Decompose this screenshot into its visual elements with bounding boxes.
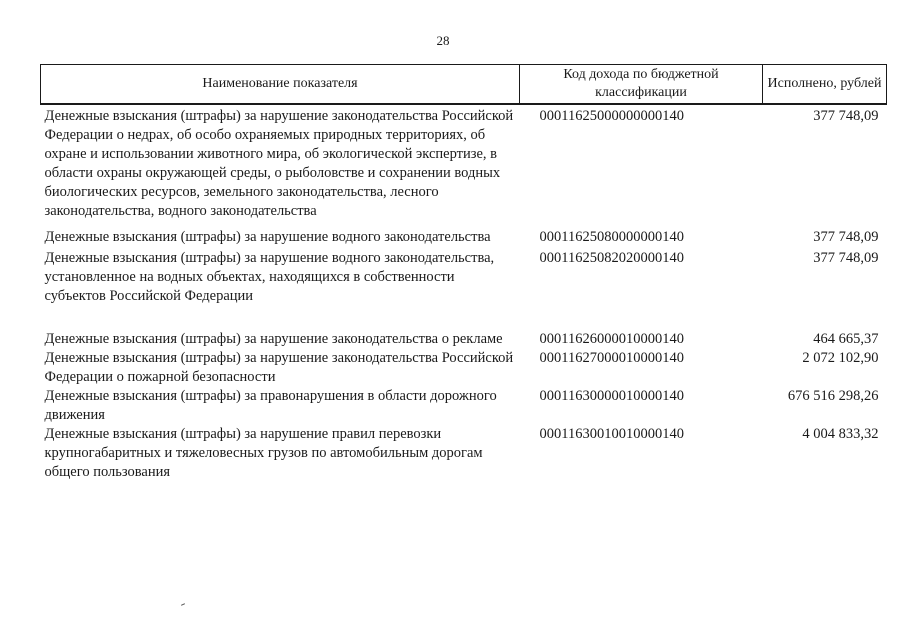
row-indicator-name: Денежные взыскания (штрафы) за нарушение водного законодательства, установленное на водных объектах, находящихся в собственности субъектов Российской Федерации <box>44 250 495 304</box>
row-budget-code: 00011630010010000140 <box>539 426 684 442</box>
row-budget-code: 00011625080000000140 <box>539 229 684 245</box>
row-executed-amount: 676 516 298,26 <box>787 388 879 404</box>
scan-mark <box>181 603 185 606</box>
header-indicator-name: Наименование показателя <box>41 65 520 105</box>
table-row <box>41 330 887 349</box>
row-indicator-name: Денежные взыскания (штрафы) за нарушение законодательства Российской Федерации о недрах, об особо охраняемых природных территориях, об охране и использовании животного мира, об экологической экспертизе, в области охраны окружающей среды, о рыболовстве и сохранении водных биологических ресурсов, земельного законодательства, лесного законодательства, водного законодательства <box>44 108 514 219</box>
header-executed-amount: Исполнено, рублей <box>763 65 887 105</box>
revenue-table <box>40 64 887 482</box>
row-budget-code: 00011627000010000140 <box>539 350 684 366</box>
table-row <box>41 228 887 247</box>
table-row <box>41 349 887 387</box>
row-budget-code: 00011630000010000140 <box>539 388 684 404</box>
row-budget-code: 00011625082020000140 <box>539 250 684 266</box>
header-budget-code: Код дохода по бюджетной классификации <box>520 65 763 105</box>
row-indicator-name: Денежные взыскания (штрафы) за нарушение законодательства о рекламе <box>44 331 503 347</box>
table-header-row <box>41 65 887 105</box>
row-indicator-name: Денежные взыскания (штрафы) за нарушение водного законодательства <box>44 229 491 245</box>
page-number: 28 <box>436 33 450 48</box>
table-row <box>41 425 887 482</box>
row-indicator-name: Денежные взыскания (штрафы) за нарушение правил перевозки крупногабаритных и тяжеловесных грузов по автомобильным дорогам общего пользования <box>44 426 483 480</box>
row-executed-amount: 4 004 833,32 <box>802 426 879 442</box>
row-executed-amount: 464 665,37 <box>813 331 879 347</box>
row-executed-amount: 2 072 102,90 <box>802 350 879 366</box>
row-executed-amount: 377 748,09 <box>813 229 879 245</box>
row-executed-amount: 377 748,09 <box>813 250 879 266</box>
row-budget-code: 00011625000000000140 <box>539 108 684 124</box>
row-indicator-name: Денежные взыскания (штрафы) за нарушение законодательства Российской Федерации о пожарной безопасности <box>44 350 514 385</box>
row-executed-amount: 377 748,09 <box>813 108 879 124</box>
table-row <box>41 104 887 228</box>
row-budget-code: 00011626000010000140 <box>539 331 684 347</box>
table-row <box>41 387 887 425</box>
table-row <box>41 247 887 330</box>
row-indicator-name: Денежные взыскания (штрафы) за правонарушения в области дорожного движения <box>44 388 497 423</box>
